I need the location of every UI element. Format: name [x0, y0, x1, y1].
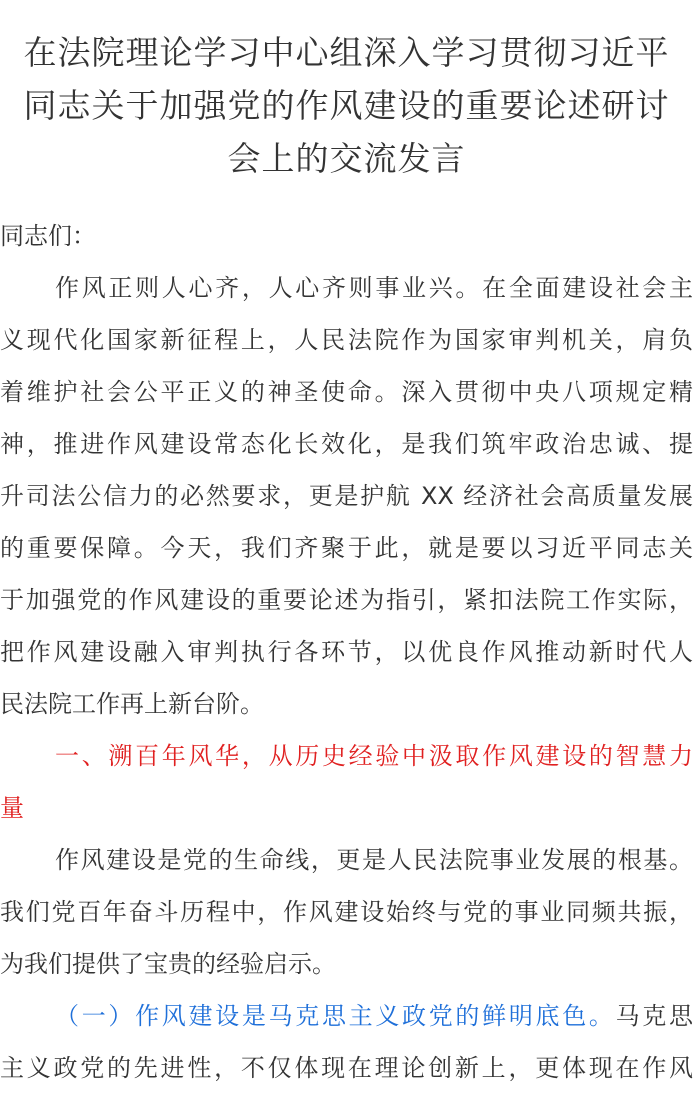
title-line: 在法院理论学习中心组深入学习贯彻习近平	[23, 33, 670, 72]
paragraph-line: 神，推进作风建设常态化长效化，是我们筑牢政治忠诚、提	[0, 430, 693, 458]
section-heading	[0, 730, 693, 834]
paragraph-line: 把作风建设融入审判执行各环节，以优良作风推动新时代人	[0, 638, 693, 666]
title-line: 同志关于加强党的作风建设的重要论述研讨	[23, 86, 670, 125]
section-paragraph	[0, 834, 693, 990]
paragraph-line: 的重要保障。今天，我们齐聚于此，就是要以习近平同志关	[0, 534, 693, 562]
subsection-heading: （一）作风建设是马克思主义政党的鲜明底色。	[55, 1002, 616, 1030]
paragraph-line: 主义政党的先进性，不仅体现在理论创新上，更体现在作风	[0, 1054, 693, 1082]
paragraph-line: 为我们提供了宝贵的经验启示。	[0, 950, 336, 978]
document-title	[0, 26, 693, 185]
subsection-paragraph	[0, 990, 693, 1094]
title-line: 会上的交流发言	[227, 139, 466, 178]
subsection-first-line	[0, 990, 693, 1042]
salutation: 同志们：	[0, 222, 96, 250]
paragraph-line: 我们党百年奋斗历程中，作风建设始终与党的事业同频共振，	[0, 898, 693, 926]
section-heading-line: 一、溯百年风华，从历史经验中汲取作风建设的智慧力	[55, 742, 693, 770]
paragraph-line: 于加强党的作风建设的重要论述为指引，紧扣法院工作实际，	[0, 586, 693, 614]
paragraph-line: 着维护社会公平正义的神圣使命。深入贯彻中央八项规定精	[0, 378, 693, 406]
paragraph-line: 义现代化国家新征程上，人民法院作为国家审判机关，肩负	[0, 326, 693, 354]
paragraph-line: 作风建设是党的生命线，更是人民法院事业发展的根基。	[55, 846, 693, 874]
document-body	[0, 210, 693, 1094]
paragraph-line: 升司法公信力的必然要求，更是护航 XX 经济社会高质量发展	[0, 482, 693, 510]
section-heading-line: 量	[0, 794, 24, 822]
subsection-text: 马克思	[615, 1002, 693, 1030]
paragraph-line: 作风正则人心齐，人心齐则事业兴。在全面建设社会主	[55, 274, 693, 302]
paragraph-line: 民法院工作再上新台阶。	[0, 690, 264, 718]
intro-paragraph	[0, 262, 693, 730]
